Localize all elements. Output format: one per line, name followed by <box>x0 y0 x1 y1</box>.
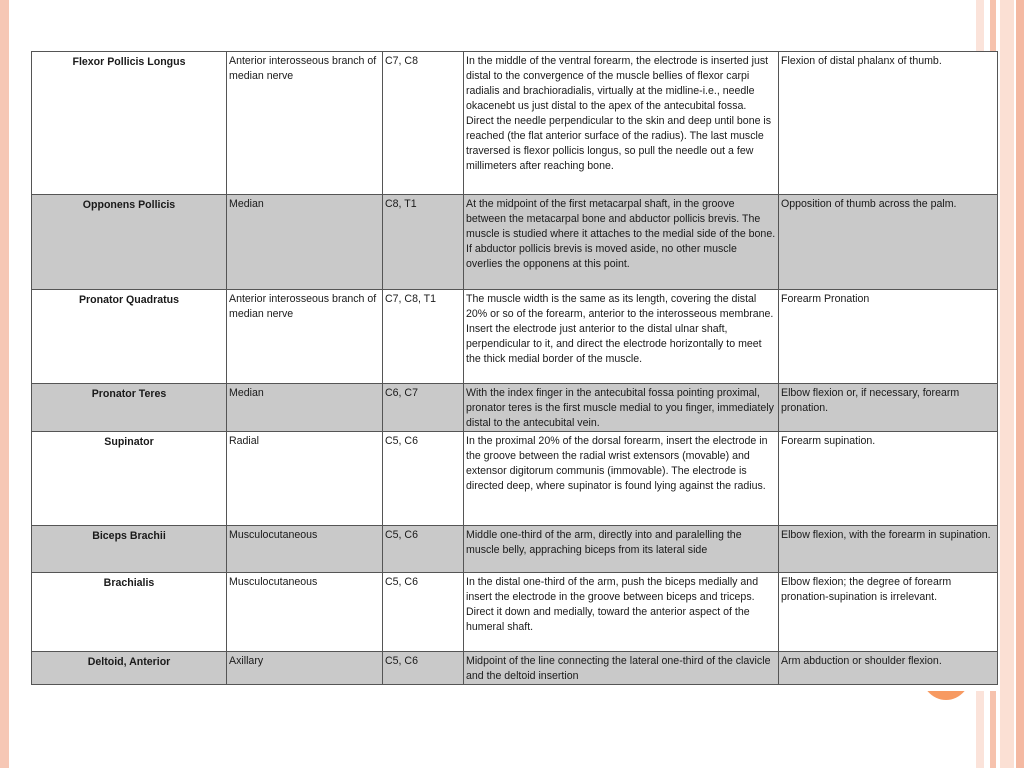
activation-cell: Elbow flexion or, if necessary, forearm pronation. <box>779 384 998 432</box>
nerve-cell: Musculocutaneous <box>227 573 383 652</box>
placement-cell: Middle one-third of the arm, directly into and paralelling the muscle belly, appraching biceps from its lateral side <box>464 526 779 573</box>
nerve-cell: Anterior interosseous branch of median nerve <box>227 290 383 384</box>
left-border-stripe <box>0 0 9 768</box>
table-row <box>32 573 998 652</box>
placement-cell: The muscle width is the same as its length, covering the distal 20% or so of the forearm, anterior to the interosseous membrane. Insert the electrode just anterior to the distal ulnar shaft, perpendicular to it, and direct the electrode horizontally to meet the thick medial border of the muscle. <box>464 290 779 384</box>
muscle-table-image <box>31 51 999 691</box>
table-row <box>32 526 998 573</box>
activation-cell: Elbow flexion; the degree of forearm pronation-supination is irrelevant. <box>779 573 998 652</box>
placement-cell: At the midpoint of the first metacarpal shaft, in the groove between the metacarpal bone and abductor pollicis brevis. The muscle is studied where it attaches to the medial side of the bone. If abductor pollicis brevis is moved aside, no other muscle overlies the opponens at this point. <box>464 195 779 290</box>
muscle-name-cell: Flexor Pollicis Longus <box>32 52 227 195</box>
roots-cell: C5, C6 <box>383 432 464 526</box>
nerve-cell: Median <box>227 384 383 432</box>
muscle-name-cell: Supinator <box>32 432 227 526</box>
nerve-cell: Anterior interosseous branch of median nerve <box>227 52 383 195</box>
roots-cell: C6, C7 <box>383 384 464 432</box>
muscle-name-cell: Opponens Pollicis <box>32 195 227 290</box>
muscle-name-cell: Deltoid, Anterior <box>32 652 227 685</box>
placement-cell: In the proximal 20% of the dorsal forearm, insert the electrode in the groove between the radial wrist extensors (movable) and extensor digitorum communis (immovable). The electrode is directed deep, where supinator is found lying against the radius. <box>464 432 779 526</box>
roots-cell: C5, C6 <box>383 526 464 573</box>
activation-cell: Forearm Pronation <box>779 290 998 384</box>
table-row <box>32 195 998 290</box>
muscle-name-cell: Brachialis <box>32 573 227 652</box>
table-row <box>32 290 998 384</box>
muscle-table <box>31 51 998 685</box>
right-decor-stripe <box>1016 0 1024 768</box>
roots-cell: C7, C8, T1 <box>383 290 464 384</box>
table-row <box>32 384 998 432</box>
right-decor-stripe <box>1000 0 1014 768</box>
muscle-name-cell: Pronator Quadratus <box>32 290 227 384</box>
placement-cell: Midpoint of the line connecting the lateral one-third of the clavicle and the deltoid insertion <box>464 652 779 685</box>
table-row <box>32 652 998 685</box>
muscle-name-cell: Biceps Brachii <box>32 526 227 573</box>
nerve-cell: Axillary <box>227 652 383 685</box>
placement-cell: In the middle of the ventral forearm, the electrode is inserted just distal to the convergence of the muscle bellies of flexor carpi radialis and brachioradialis, virtually at the midline-i.e., needle okacenebt us just distal to the apex of the antecubital fossa. Direct the needle perpendicular to the skin and deep until bone is reached (the flat anterior surface of the radius). The last muscle traversed is flexor pollicis longus, so pull the needle out a few millimeters after reaching bone. <box>464 52 779 195</box>
table-row <box>32 432 998 526</box>
nerve-cell: Radial <box>227 432 383 526</box>
nerve-cell: Musculocutaneous <box>227 526 383 573</box>
roots-cell: C5, C6 <box>383 573 464 652</box>
activation-cell: Opposition of thumb across the palm. <box>779 195 998 290</box>
placement-cell: With the index finger in the antecubital fossa pointing proximal, pronator teres is the first muscle medial to you finger, immediately distal to the antecubital vein. <box>464 384 779 432</box>
roots-cell: C8, T1 <box>383 195 464 290</box>
muscle-name-cell: Pronator Teres <box>32 384 227 432</box>
roots-cell: C5, C6 <box>383 652 464 685</box>
nerve-cell: Median <box>227 195 383 290</box>
roots-cell: C7, C8 <box>383 52 464 195</box>
activation-cell: Forearm supination. <box>779 432 998 526</box>
placement-cell: In the distal one-third of the arm, push the biceps medially and insert the electrode in the groove between biceps and triceps. Direct it down and medially, toward the anterior aspect of the humeral shaft. <box>464 573 779 652</box>
activation-cell: Flexion of distal phalanx of thumb. <box>779 52 998 195</box>
activation-cell: Elbow flexion, with the forearm in supination. <box>779 526 998 573</box>
table-row <box>32 52 998 195</box>
activation-cell: Arm abduction or shoulder flexion. <box>779 652 998 685</box>
